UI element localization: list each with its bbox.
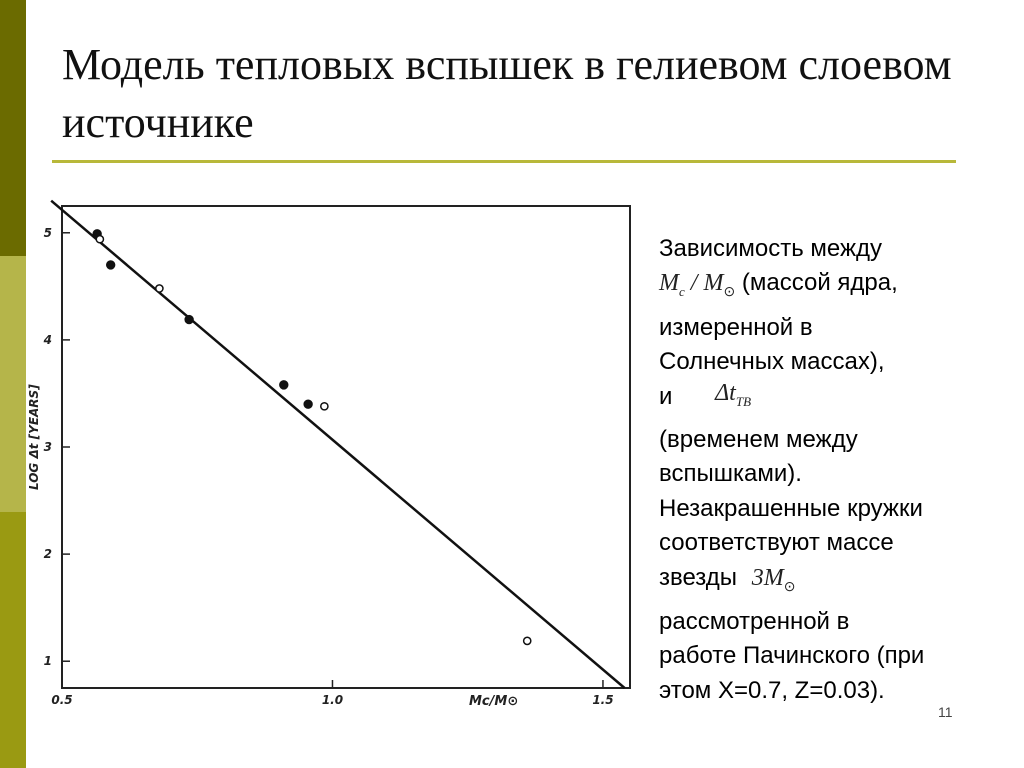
filled-data-point	[185, 315, 193, 323]
mass-ratio-formula	[659, 270, 736, 301]
x-axis-ticks	[51, 680, 613, 707]
plot-frame	[62, 206, 630, 688]
plot-area	[62, 206, 630, 688]
sun-symbol-icon: ⊙	[723, 285, 736, 301]
delta-t-line	[659, 380, 989, 423]
open-data-point	[321, 403, 328, 410]
description-line: измеренной в	[659, 313, 813, 341]
side-stripe-mid	[0, 512, 26, 768]
y-tick-label: 2	[43, 547, 52, 562]
filled-data-point	[106, 261, 114, 269]
open-data-point	[96, 236, 103, 243]
description-line: работе Пачинского (при	[659, 642, 925, 670]
data-points	[93, 230, 531, 645]
description-line: Зависимость между	[659, 235, 883, 262]
description-text: (массой ядра,	[735, 269, 898, 297]
filled-data-point	[280, 381, 288, 389]
description-line: этом X=0.7, Z=0.03).	[659, 676, 885, 704]
description-line: Незакрашенные кружки	[659, 494, 923, 522]
three-solar-mass-formula	[751, 564, 796, 595]
filled-data-point	[304, 400, 312, 408]
title-divider	[52, 160, 956, 163]
y-axis-ticks	[43, 226, 70, 668]
x-tick-label: 1.5	[592, 693, 614, 707]
open-data-point	[156, 285, 163, 292]
side-stripe-dark	[0, 0, 26, 256]
x-tick-label: 0.5	[51, 693, 73, 707]
y-tick-label: 4	[43, 332, 52, 347]
solar-mass-symbol: M	[703, 270, 724, 297]
scatter-chart	[26, 190, 638, 718]
ratio-slash: /	[684, 270, 704, 297]
star-mass-line	[659, 561, 989, 605]
x-tick-label: 1.0	[321, 693, 344, 707]
y-axis-label: LOG Δt [YEARS]	[27, 384, 41, 490]
page-number: 11	[938, 704, 953, 720]
sun-symbol-icon: ⊙	[783, 579, 796, 595]
description-panel	[659, 232, 989, 708]
y-tick-label: 1	[43, 654, 52, 669]
core-mass-symbol: M	[659, 270, 679, 297]
description-line: (временем между	[659, 426, 858, 454]
conjunction-text: и	[659, 382, 673, 410]
three-m-symbol: 3M	[751, 564, 784, 591]
description-text: звезды	[659, 563, 738, 591]
description-line: соответствуют массе	[659, 529, 894, 557]
core-subscript: c	[679, 284, 685, 300]
delta-t-symbol: Δt	[715, 379, 736, 406]
side-stripe-light	[0, 256, 26, 512]
mass-ratio-line	[659, 266, 989, 310]
description-line: Солнечных массах),	[659, 348, 885, 376]
description-line: вспышками).	[659, 460, 802, 488]
description-line: рассмотренной в	[659, 608, 850, 636]
fit-line	[51, 201, 624, 688]
y-tick-label: 3	[43, 440, 52, 454]
delta-t-formula	[715, 379, 752, 409]
slide-title: Модель тепловых вспышек в гелиевом слоевом источнике	[62, 40, 952, 147]
fit-line-group	[51, 201, 624, 688]
open-data-point	[524, 637, 531, 644]
x-axis-label: Mc/M⊙	[469, 694, 519, 709]
delta-t-subscript: TB	[735, 393, 752, 409]
y-tick-label: 5	[43, 225, 52, 240]
